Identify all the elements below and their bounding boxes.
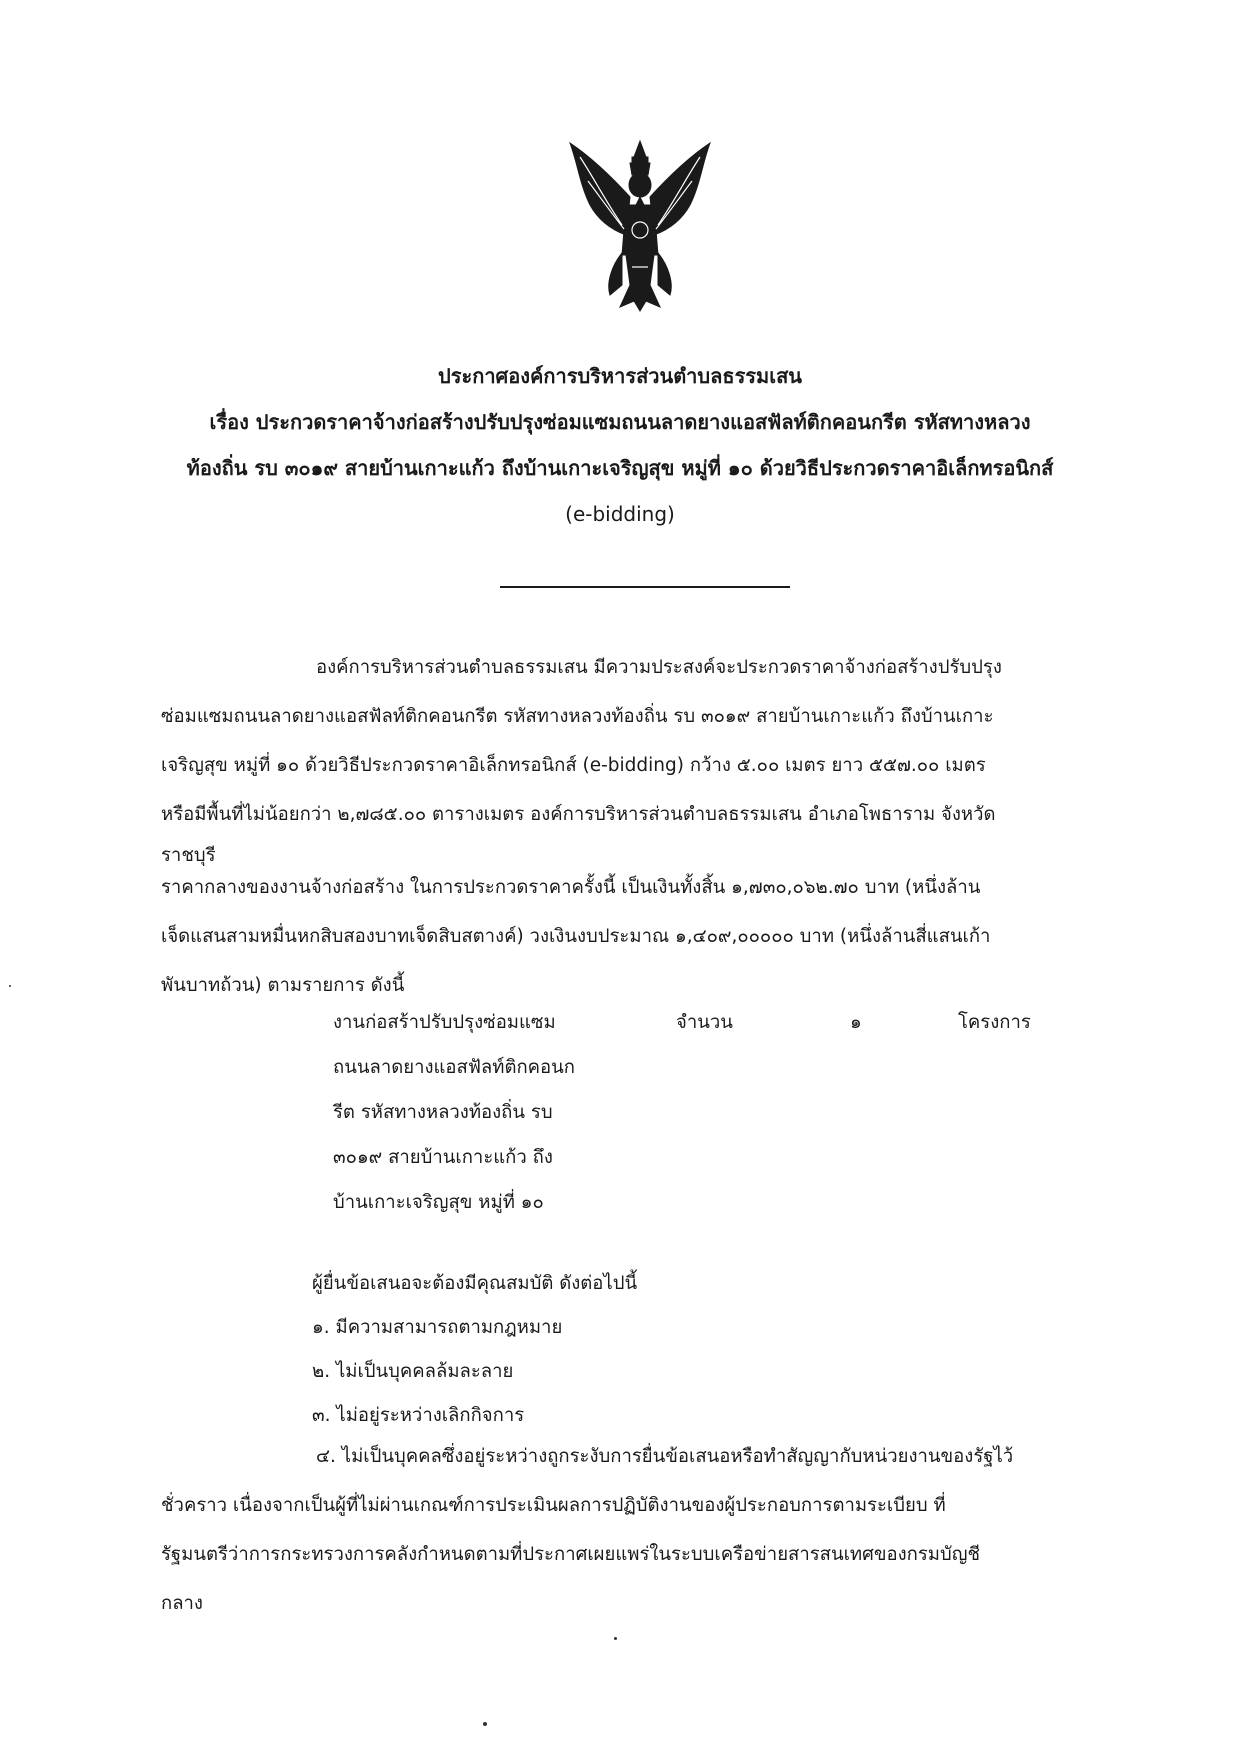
price-line: พันบาทถ้วน) ตามรายการ ดังนี้ [161,975,405,996]
qualification-item-4-line: รัฐมนตรีว่าการกระทรวงการคลังกำหนดตามที่ประกาศเผยแพร่ในระบบเครือข่ายสารสนเทศของกรมบัญชี [161,1544,981,1565]
intro-line: ซ่อมแซมถนนลาดยางแอสฟัลท์ติกคอนกรีต รหัสทางหลวงท้องถิ่น รบ ๓๐๑๙ สายบ้านเกาะแก้ว ถึงบ้านเกาะ [161,706,994,727]
intro-line: องค์การบริหารส่วนตำบลธรรมเสน มีความประสงค์จะประกวดราคาจ้างก่อสร้างปรับปรุง [316,657,1002,678]
qualification-item-4-line: ๔. ไม่เป็นบุคคลซึ่งอยู่ระหว่างถูกระงับการยื่นข้อเสนอหรือทำสัญญากับหน่วยงานของรัฐไว้ [316,1446,1014,1467]
announcement-title: ประกาศองค์การบริหารส่วนตำบลธรรมเสน [438,364,802,388]
scan-speck [483,1722,487,1726]
qualification-item-4 [161,1432,1121,1628]
item-description [333,1000,623,1225]
intro-paragraph [161,643,1121,873]
price-line: เจ็ดแสนสามหมื่นหกสิบสองบาทเจ็ดสิบสตางค์) วงเงินงบประมาณ ๑,๔๐๙,๐๐๐๐๐ บาท (หนึ่งล้านสี่แสนเก้า [161,926,991,947]
garuda-emblem-icon [560,135,720,315]
title-separator [500,586,790,588]
intro-line: เจริญสุข หมู่ที่ ๑๐ ด้วยวิธีประกวดราคาอิเล็กทรอนิกส์ (e-bidding) กว้าง ๕.๐๐ เมตร ยาว ๕๕๗.๐๐ เมตร [161,755,986,776]
item-description-line: บ้านเกาะเจริญสุข หมู่ที่ ๑๐ [333,1192,544,1213]
item-quantity-label: จำนวน [676,1012,733,1033]
qualifications-heading: ผู้ยื่นข้อเสนอจะต้องมีคุณสมบัติ ดังต่อไปนี้ [312,1273,638,1294]
qualification-item-1: ๑. มีความสามารถตามกฎหมาย [312,1317,563,1338]
item-unit: โครงการ [958,1012,1031,1033]
subject-line-1: เรื่อง ประกวดราคาจ้างก่อสร้างปรับปรุงซ่อมแซมถนนลาดยางแอสฟัลท์ติกคอนกรีต รหัสทางหลวง [209,410,1031,434]
item-description-line: ถนนลาดยางแอสฟัลท์ติกคอนก [333,1057,575,1078]
qualification-item-4-line: กลาง [161,1593,203,1614]
item-quantity: ๑ [850,1012,862,1033]
price-line: ราคากลางของงานจ้างก่อสร้าง ในการประกวดราคาครั้งนี้ เป็นเงินทั้งสิ้น ๑,๗๓๐,๐๖๒.๗๐ บาท (หนึ่งล้าน [161,877,981,898]
price-paragraph [161,863,1121,1010]
subject-line-2: ท้องถิ่น รบ ๓๐๑๙ สายบ้านเกาะแก้ว ถึงบ้านเกาะเจริญสุข หมู่ที่ ๑๐ ด้วยวิธีประกวดราคาอิเล็กทรอนิกส์ [186,456,1054,480]
item-description-line: รีต รหัสทางหลวงท้องถิ่น รบ [333,1102,553,1123]
item-description-line: งานก่อสร้าปรับปรุงซ่อมแซม [333,1012,556,1033]
intro-line: ราชบุรี [161,845,216,866]
qualification-item-3: ๓. ไม่อยู่ระหว่างเลิกกิจการ [312,1405,525,1426]
scan-speck [614,1637,617,1640]
qualification-item-4-line: ชั่วคราว เนื่องจากเป็นผู้ที่ไม่ผ่านเกณฑ์การประเมินผลการปฏิบัติงานของผู้ประกอบการตามระเบียบ ที่ [161,1495,946,1516]
subject-line-3: (e-bidding) [565,502,675,526]
item-description-line: ๓๐๑๙ สายบ้านเกาะแก้ว ถึง [333,1147,553,1168]
intro-line: หรือมีพื้นที่ไม่น้อยกว่า ๒,๗๘๕.๐๐ ตารางเมตร องค์การบริหารส่วนตำบลธรรมเสน อำเภอโพธาราม จังหวัด [161,804,996,825]
qualification-item-2: ๒. ไม่เป็นบุคคลล้มละลาย [312,1361,514,1382]
scan-speck [9,985,11,987]
